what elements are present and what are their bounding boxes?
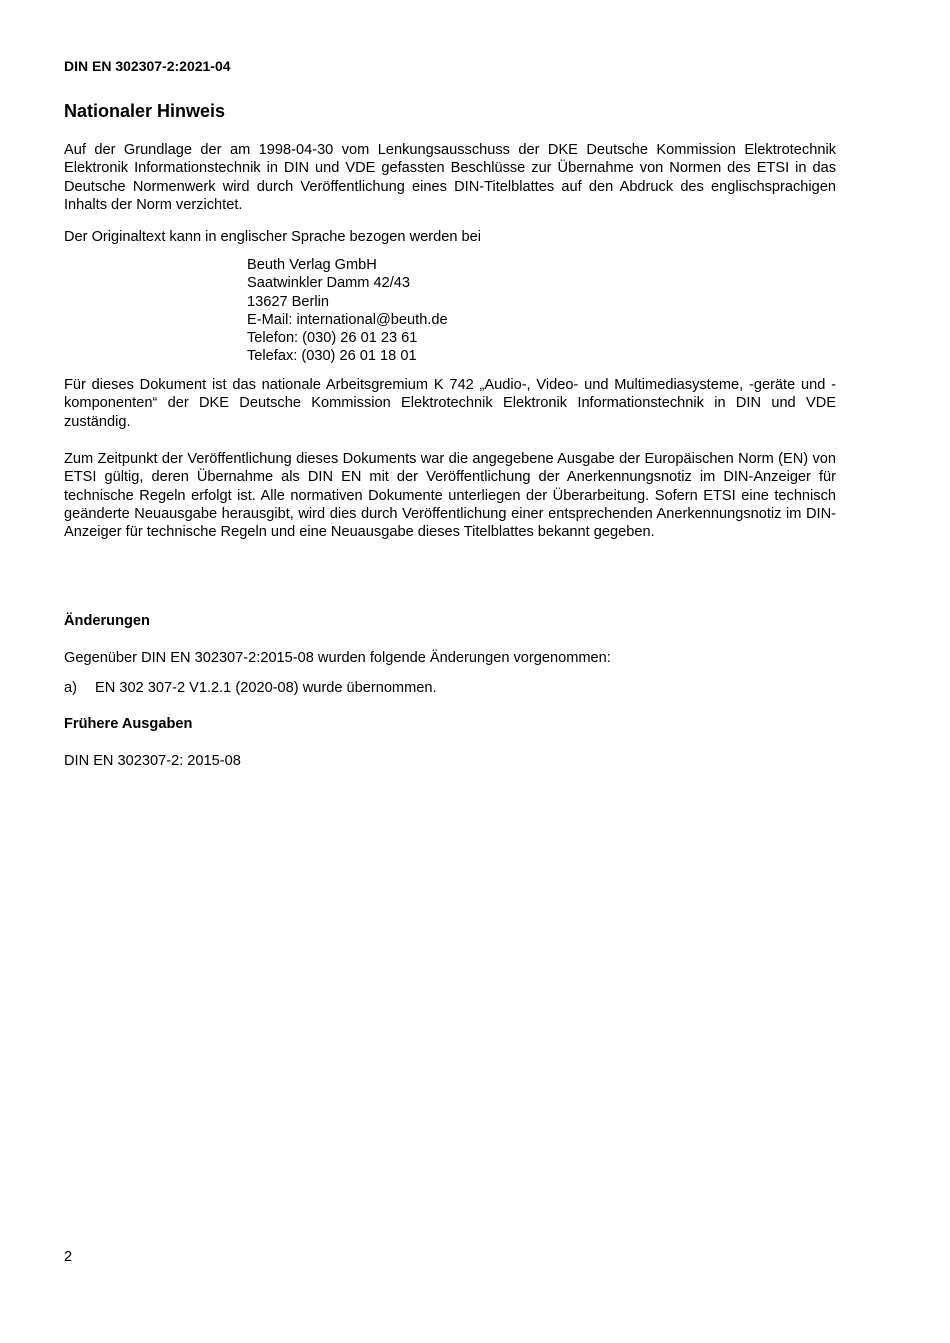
address-city: 13627 Berlin — [247, 293, 329, 310]
changes-intro: Gegenüber DIN EN 302307-2:2015-08 wurden folgende Änderungen vorgenommen: — [64, 650, 611, 666]
committee-paragraph: Für dieses Dokument ist das nationale Arbeitsgremium K 742 „Audio-, Video- und Multimediasysteme, -geräte und -komponenten“ der DKE Deutsche Kommission Elektrotechnik Elektronik Informationstechnik in DIN und VDE zuständig. — [64, 377, 836, 430]
section-title: Nationaler Hinweis — [64, 101, 226, 121]
address-company: Beuth Verlag GmbH — [247, 257, 377, 273]
document-page — [64, 0, 836, 1343]
list-item-text: EN 302 307-2 V1.2.1 (2020-08) wurde übernommen. — [95, 680, 437, 696]
intro-paragraph: Auf der Grundlage der am 1998-04-30 vom Lenkungsausschuss der DKE Deutsche Kommission Elektrotechnik Elektronik Informationstechnik in DIN und VDE gefassten Beschlüsse zur Übernahme von Normen des ETSI in das Deutsche Normenwerk wird durch Veröffentlichung eines DIN-Titelblattes auf den Abdruck des englischsprachigen Inhalts der Norm verzichtet. — [64, 142, 836, 213]
list-item — [64, 679, 437, 697]
address-email: E-Mail: international@beuth.de — [247, 311, 448, 328]
address-street: Saatwinkler Damm 42/43 — [247, 275, 411, 292]
earlier-editions-text: DIN EN 302307-2: 2015-08 — [64, 753, 241, 769]
changes-heading: Änderungen — [64, 613, 150, 629]
earlier-editions-heading: Frühere Ausgaben — [64, 716, 193, 732]
validity-paragraph: Zum Zeitpunkt der Veröffentlichung dieses Dokuments war die angegebene Ausgabe der Europäischen Norm (EN) von ETSI gültig, deren Übernahme als DIN EN mit der Veröffentlichung der Anerkennungsnotiz im DIN-Anzeiger für technische Regeln erfolgt ist. Alle normativen Dokumente unterliegen der Überarbeitung. Sofern ETSI eine technisch geänderte Neuausgabe herausgibt, wird dies durch Veröffentlichung einer entsprechenden Anerkennungsnotiz im DIN-Anzeiger für technische Regeln und eine Neuausgabe dieses Titelblattes bekannt gegeben. — [64, 451, 836, 541]
address-fax: Telefax: (030) 26 01 18 01 — [247, 348, 417, 365]
document-id: DIN EN 302307-2:2021-04 — [64, 58, 231, 74]
source-paragraph: Der Originaltext kann in englischer Sprache bezogen werden bei — [64, 229, 481, 245]
address-phone: Telefon: (030) 26 01 23 61 — [247, 330, 418, 347]
page-number: 2 — [64, 1249, 73, 1265]
list-marker: a) — [64, 680, 77, 696]
publisher-address — [247, 256, 448, 366]
